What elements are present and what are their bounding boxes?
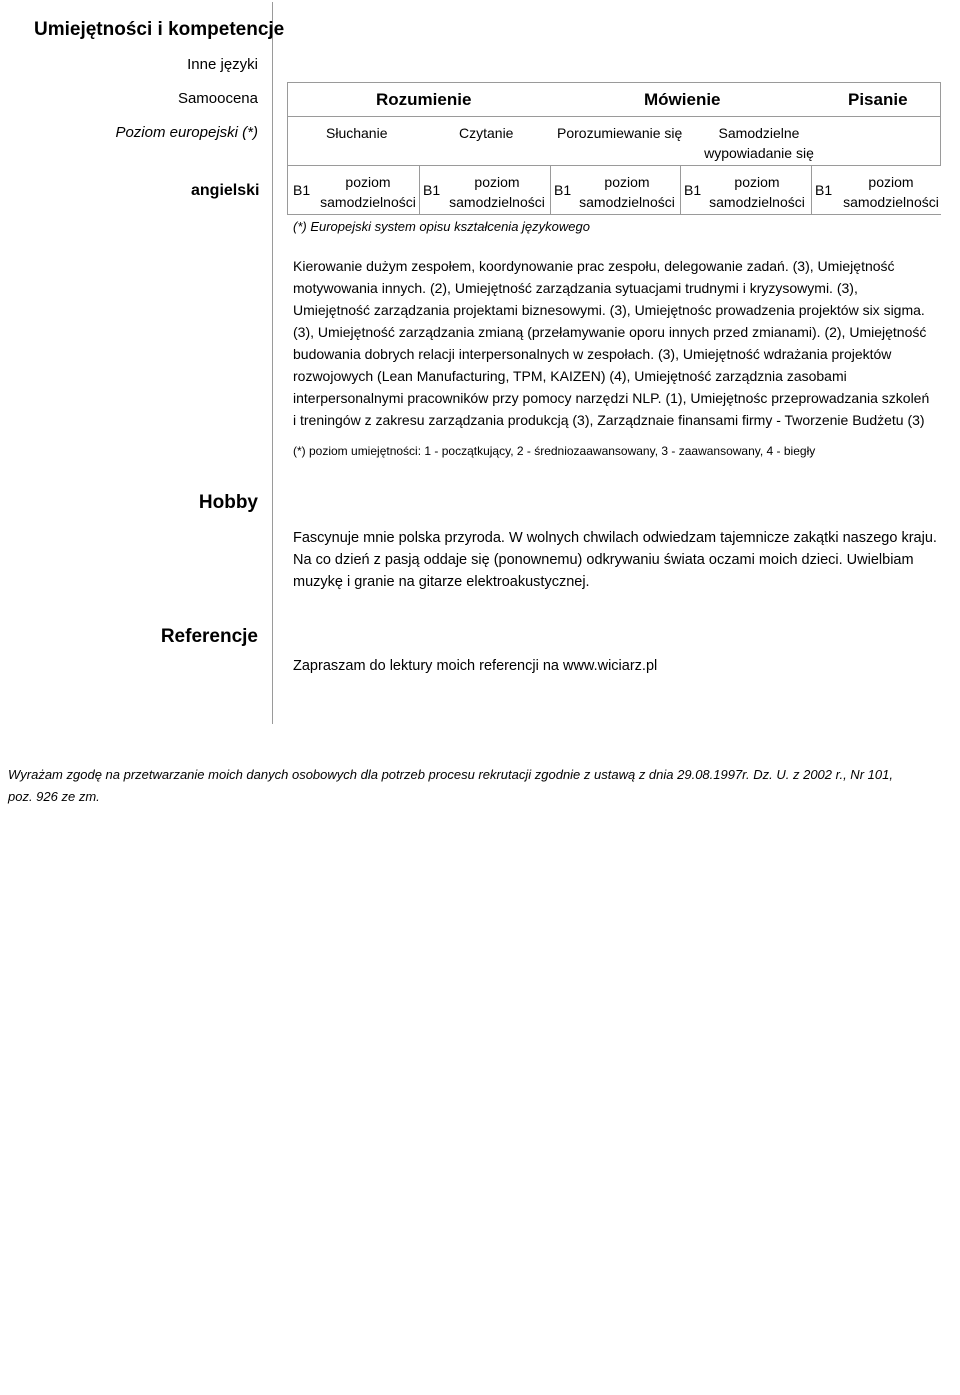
cell-divider: [811, 166, 812, 214]
column-divider: [272, 2, 273, 724]
production-subheader-line2: wypowiadanie się: [704, 145, 814, 161]
framework-footnote: (*) Europejski system opisu kształcenia językowego: [293, 219, 590, 234]
level-desc-line1: poziom: [868, 174, 914, 190]
references-title: Referencje: [160, 626, 258, 647]
level-desc-interaction: [576, 172, 678, 212]
european-level-label: Poziom europejski (*): [115, 124, 258, 141]
cell-divider: [419, 166, 420, 214]
level-code-reading: B1: [423, 182, 441, 198]
writing-header: Pisanie: [848, 90, 908, 109]
level-desc-line2: samodzielności: [320, 194, 416, 210]
level-code-writing: B1: [815, 182, 833, 198]
skills-line: i treningów z zakresu zarządzania produkcją (3), Zarządznaie finansami firmy - Tworzenie Budżetu (3): [293, 412, 925, 428]
skill-scale-note: (*) poziom umiejętności: 1 - początkujący, 2 - średniozaawansowany, 3 - zaawansowany, 4 - biegły: [293, 444, 816, 458]
level-code-production: B1: [684, 182, 702, 198]
level-desc-line1: poziom: [345, 174, 391, 190]
speaking-header: Mówienie: [644, 90, 721, 109]
level-desc-writing: [840, 172, 942, 212]
skills-line: rozwojowych (Lean Manufacturing, TPM, KAIZEN) (4), Umiejętność zarządznia zasobami: [293, 368, 847, 384]
skills-paragraph: [293, 255, 943, 431]
level-code-listening: B1: [293, 182, 311, 198]
skills-line: interpersonalnymi pracowników przy pomocy narzędzi NLP. (1), Umiejętnośc przeprowadzania szkoleń: [293, 390, 930, 406]
listening-subheader: Słuchanie: [326, 125, 388, 141]
hobby-paragraph: [293, 527, 943, 593]
references-text: Zapraszam do lektury moich referencji na www.wiciarz.pl: [293, 658, 658, 674]
production-subheader-line1: Samodzielne: [718, 125, 800, 141]
consent-line: Wyrażam zgodę na przetwarzanie moich danych osobowych dla potrzeb procesu rekrutacji zgodnie z ustawą z dnia 29.08.1997r. Dz. U. z 2002 r., Nr 101,: [8, 767, 893, 782]
interaction-subheader: Porozumiewanie się: [557, 125, 683, 141]
production-subheader: [684, 123, 834, 163]
level-desc-listening: [317, 172, 419, 212]
skills-line: (3), Umiejętność zarządzania zmianą (przełamywanie oporu innych przed zmianami). (2), Umiejętność: [293, 324, 927, 340]
cell-divider: [680, 166, 681, 214]
hobby-line: Fascynuje mnie polska przyroda. W wolnych chwilach odwiedzam tajemnicze zakątki naszego kraju.: [293, 530, 937, 546]
self-assessment-label: Samoocena: [177, 90, 258, 107]
language-grid-header-row: [287, 82, 941, 117]
level-desc-line1: poziom: [474, 174, 520, 190]
cell-divider: [550, 166, 551, 214]
level-code-interaction: B1: [554, 182, 572, 198]
level-desc-line2: samodzielności: [579, 194, 675, 210]
skills-line: Umiejętność zarządzania projektami biznesowymi. (3), Umiejętnośc prowadzenia projektów six sigma.: [293, 302, 925, 318]
level-desc-line2: samodzielności: [709, 194, 805, 210]
level-desc-production: [706, 172, 808, 212]
skills-line: Kierowanie dużym zespołem, koordynowanie prac zespołu, delegowanie zadań. (3), Umiejętność: [293, 258, 895, 274]
language-grid-subheader-row: [287, 116, 941, 166]
skills-line: motywowania innych. (2), Umiejętność zarządzania sytuacjami trudnymi i kryzysowymi. (3),: [293, 280, 858, 296]
reading-subheader: Czytanie: [459, 125, 514, 141]
understanding-header: Rozumienie: [376, 90, 472, 109]
hobby-line: muzykę i granie na gitarze elektroakustycznej.: [293, 574, 590, 590]
language-name: angielski: [191, 182, 260, 199]
section-title: Umiejętności i kompetencje: [34, 19, 285, 40]
hobby-title: Hobby: [198, 492, 258, 513]
level-desc-line2: samodzielności: [449, 194, 545, 210]
hobby-line: Na co dzień z pasją oddaje się (ponownemu) odkrywaniu świata oczami moich dzieci. Uwielbiam: [293, 552, 914, 568]
consent-clause: [8, 764, 948, 808]
level-desc-line1: poziom: [734, 174, 780, 190]
consent-line: poz. 926 ze zm.: [8, 789, 100, 804]
language-grid-levels-row: [287, 165, 941, 215]
level-desc-reading: [446, 172, 548, 212]
other-languages-label: Inne języki: [187, 56, 258, 73]
level-desc-line2: samodzielności: [843, 194, 939, 210]
skills-line: budowania dobrych relacji interpersonalnych w zespołach. (3), Umiejętność wdrażania projektów: [293, 346, 892, 362]
level-desc-line1: poziom: [604, 174, 650, 190]
